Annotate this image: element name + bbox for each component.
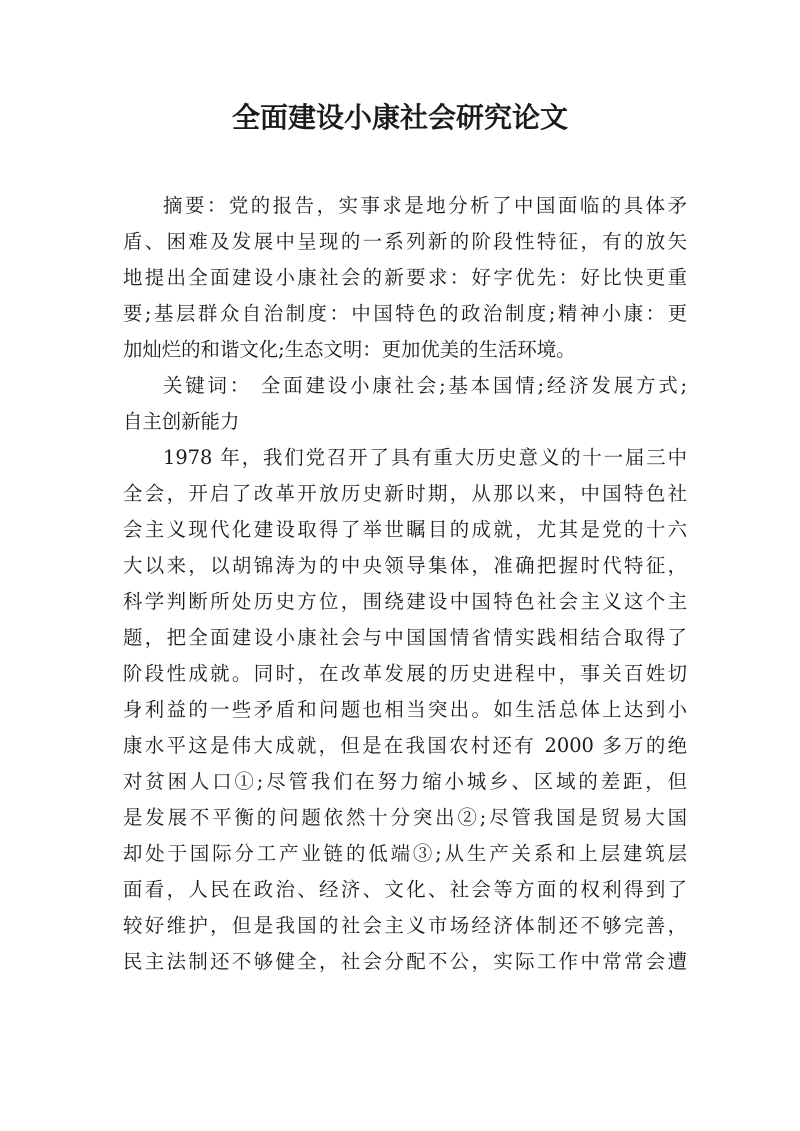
text-line: 民主法制还不够健全，社会分配不公，实际工作中常常会遭 [123, 950, 687, 973]
text-line: 科学判断所处历史方位，围绕建设中国特色社会主义这个主 [123, 590, 687, 613]
text-line: 自主创新能力 [123, 410, 240, 433]
text-line: 面看，人民在政治、经济、文化、社会等方面的权利得到了 [123, 878, 687, 901]
text-line: 盾、困难及发展中呈现的一系列新的阶段性特征，有的放矢 [123, 230, 687, 253]
text-line: 康水平这是伟大成就，但是在我国农村还有 2000 多万的绝 [123, 734, 687, 757]
document-body [123, 188, 687, 980]
text-line: 全会，开启了改革开放历史新时期，从那以来，中国特色社 [123, 482, 687, 505]
text-line: 要;基层群众自治制度：中国特色的政治制度;精神小康：更 [123, 302, 687, 325]
document-title: 全面建设小康社会研究论文 [231, 101, 568, 134]
text-line: 却处于国际分工产业链的低端③;从生产关系和上层建筑层 [123, 842, 687, 865]
text-line: 摘要：党的报告，实事求是地分析了中国面临的具体矛 [163, 194, 687, 217]
text-line: 加灿烂的和谐文化;生态文明：更加优美的生活环境。 [123, 338, 576, 361]
text-line: 较好维护，但是我国的社会主义市场经济体制还不够完善， [123, 914, 687, 937]
text-line: 地提出全面建设小康社会的新要求：好字优先：好比快更重 [123, 266, 687, 289]
text-line: 阶段性成就。同时，在改革发展的历史进程中，事关百姓切 [123, 662, 687, 685]
text-line: 关键词： 全面建设小康社会;基本国情;经济发展方式; [163, 374, 687, 397]
text-line: 1978 年，我们党召开了具有重大历史意义的十一届三中 [163, 446, 687, 469]
text-line: 会主义现代化建设取得了举世瞩目的成就，尤其是党的十六 [123, 518, 687, 541]
text-line: 对贫困人口①;尽管我们在努力缩小城乡、区域的差距，但 [123, 770, 687, 793]
text-line: 大以来，以胡锦涛为的中央领导集体，准确把握时代特征， [123, 554, 687, 577]
text-line: 题，把全面建设小康社会与中国国情省情实践相结合取得了 [123, 626, 687, 649]
text-line: 身利益的一些矛盾和问题也相当突出。如生活总体上达到小 [123, 698, 687, 721]
text-line: 是发展不平衡的问题依然十分突出②;尽管我国是贸易大国 [123, 806, 687, 829]
